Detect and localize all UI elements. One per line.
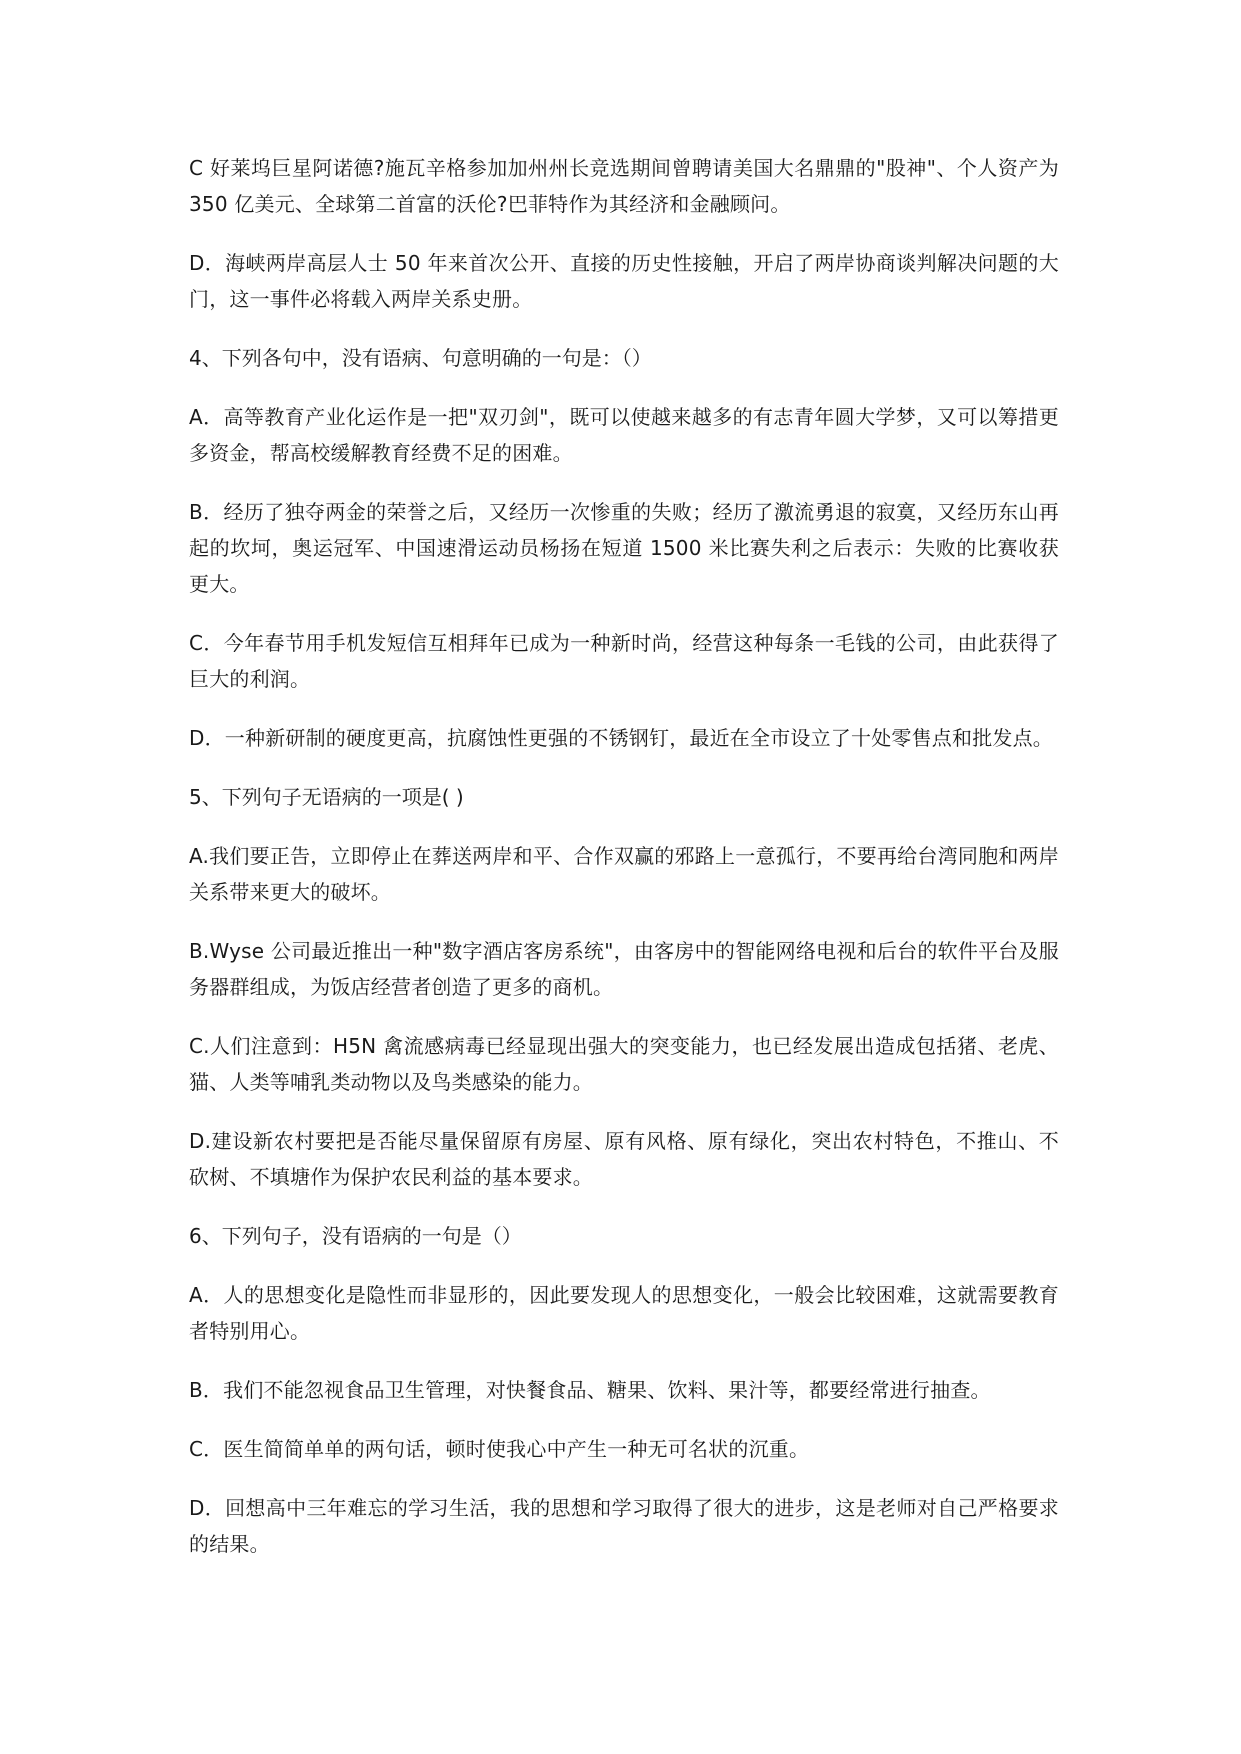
option-5b: B.Wyse 公司最近推出一种"数字酒店客房系统"，由客房中的智能网络电视和后台的软件平台及服务器群组成，为饭店经营者创造了更多的商机。 xyxy=(189,939,1059,999)
option-4c: C．今年春节用手机发短信互相拜年已成为一种新时尚，经营这种每条一毛钱的公司，由此获得了巨大的利润。 xyxy=(189,631,1059,691)
option-6b: B．我们不能忽视食品卫生管理，对快餐食品、糖果、饮料、果汁等，都要经常进行抽查。 xyxy=(189,1378,991,1402)
question-5: 5、下列句子无语病的一项是( ) xyxy=(189,785,464,809)
option-5c: C.人们注意到：H5N 禽流感病毒已经显现出强大的突变能力，也已经发展出造成包括猪、老虎、猫、人类等哺乳类动物以及鸟类感染的能力。 xyxy=(189,1034,1059,1094)
option-4d: D．一种新研制的硬度更高，抗腐蚀性更强的不锈钢钉，最近在全市设立了十处零售点和批发点。 xyxy=(189,726,1053,750)
question-6: 6、下列句子，没有语病的一句是（） xyxy=(189,1224,522,1248)
option-3d: D．海峡两岸高层人士 50 年来首次公开、直接的历史性接触，开启了两岸协商谈判解决问题的大门，这一事件必将载入两岸关系史册。 xyxy=(189,251,1059,311)
option-6d: D．回想高中三年难忘的学习生活，我的思想和学习取得了很大的进步，这是老师对自己严格要求的结果。 xyxy=(189,1496,1059,1556)
document-page xyxy=(189,150,1059,1585)
question-4: 4、下列各句中，没有语病、句意明确的一句是：（） xyxy=(189,346,652,370)
option-6a: A．人的思想变化是隐性而非显形的，因此要发现人的思想变化，一般会比较困难，这就需要教育者特别用心。 xyxy=(189,1283,1059,1343)
option-4b: B．经历了独夺两金的荣誉之后，又经历一次惨重的失败；经历了激流勇退的寂寞，又经历东山再起的坎坷，奥运冠军、中国速滑运动员杨扬在短道 1500 米比赛失利之后表示：失败的比赛收获更大。 xyxy=(189,500,1059,596)
option-4a: A．高等教育产业化运作是一把"双刃剑"，既可以使越来越多的有志青年圆大学梦，又可以筹措更多资金，帮高校缓解教育经费不足的困难。 xyxy=(189,405,1059,465)
option-3c: C 好莱坞巨星阿诺德?施瓦辛格参加加州州长竞选期间曾聘请美国大名鼎鼎的"股神"、个人资产为 350 亿美元、全球第二首富的沃伦?巴菲特作为其经济和金融顾问。 xyxy=(189,156,1059,216)
option-6c: C．医生简简单单的两句话，顿时使我心中产生一种无可名状的沉重。 xyxy=(189,1437,810,1461)
option-5a: A.我们要正告，立即停止在葬送两岸和平、合作双赢的邪路上一意孤行，不要再给台湾同胞和两岸关系带来更大的破坏。 xyxy=(189,844,1059,904)
option-5d: D.建设新农村要把是否能尽量保留原有房屋、原有风格、原有绿化，突出农村特色，不推山、不砍树、不填塘作为保护农民利益的基本要求。 xyxy=(189,1129,1059,1189)
